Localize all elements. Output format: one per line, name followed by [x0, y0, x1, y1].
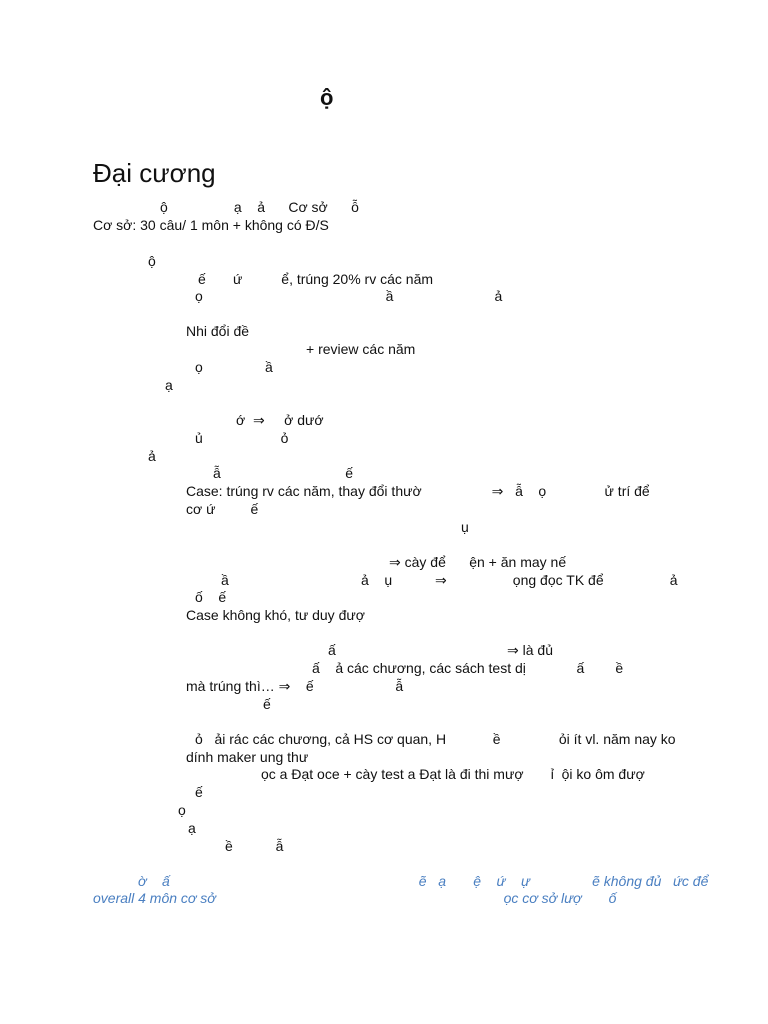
text-line: ọ ầ — [195, 359, 273, 375]
note-line: ờ ấ ẽ ạ ệ ứ ự ẽ không đủ ức để — [138, 873, 709, 889]
text-line: ẫ ế — [213, 465, 354, 481]
section-heading: Đại cương — [93, 158, 216, 188]
text-line: ọc a Đạt oce + cày test a Đạt là đi thi mượ ỉ ội ko ôm đượ — [261, 766, 645, 782]
page-title: ộ — [320, 85, 334, 110]
text-line: ớ ⇒ ở dướ — [236, 412, 324, 428]
text-line: Case không khó, tư duy đượ — [186, 607, 365, 623]
text-line: ạ — [165, 377, 173, 393]
text-line: ỏ ải rác các chương, cả HS cơ quan, H ề ỏi ít vl. năm nay ko — [195, 731, 676, 747]
text-line: ụ — [461, 519, 469, 535]
text-line: ⇒ là đủ — [507, 642, 553, 658]
text-line: Cơ sở: 30 câu/ 1 môn + không có Đ/S — [93, 217, 329, 233]
text-line: ⇒ cày để ện + ăn may nế — [389, 554, 567, 570]
text-line: ọ ầ ả — [195, 288, 503, 304]
text-line: ế ứ ể, trúng 20% rv các năm — [198, 271, 434, 287]
text-line: ộ — [148, 253, 156, 269]
text-line: ầ ả ụ ⇒ ọng đọc TK để ả — [221, 572, 678, 588]
text-line: Case: trúng rv các năm, thay đổi thườ ⇒ ẫ ọ ử trí để — [186, 483, 650, 499]
text-line: Nhi đổi đề — [186, 323, 250, 339]
note-line: overall 4 môn cơ sở ọc cơ sở lượ ố — [93, 890, 617, 906]
text-line: ộ ạ ả Cơ sở ỗ — [160, 199, 359, 215]
text-line: ấ ả các chương, các sách test dị ấ ề — [312, 660, 624, 676]
text-line: mà trúng thì… ⇒ ế ẫ — [186, 678, 404, 694]
text-line: + review các năm — [306, 341, 416, 357]
text-line: ạ — [188, 820, 196, 836]
text-line: cơ ứ ế — [186, 501, 259, 517]
text-line: ề ẫ — [225, 838, 284, 854]
text-line: dính maker ung thư — [186, 749, 309, 765]
text-line: ế — [195, 784, 203, 800]
text-line: ế — [263, 696, 271, 712]
text-line: ấ — [328, 642, 336, 658]
text-line: ố ế — [195, 589, 227, 605]
text-line: ọ — [178, 802, 186, 818]
text-line: ả — [148, 448, 156, 464]
text-line: ủ ỏ — [195, 430, 289, 446]
